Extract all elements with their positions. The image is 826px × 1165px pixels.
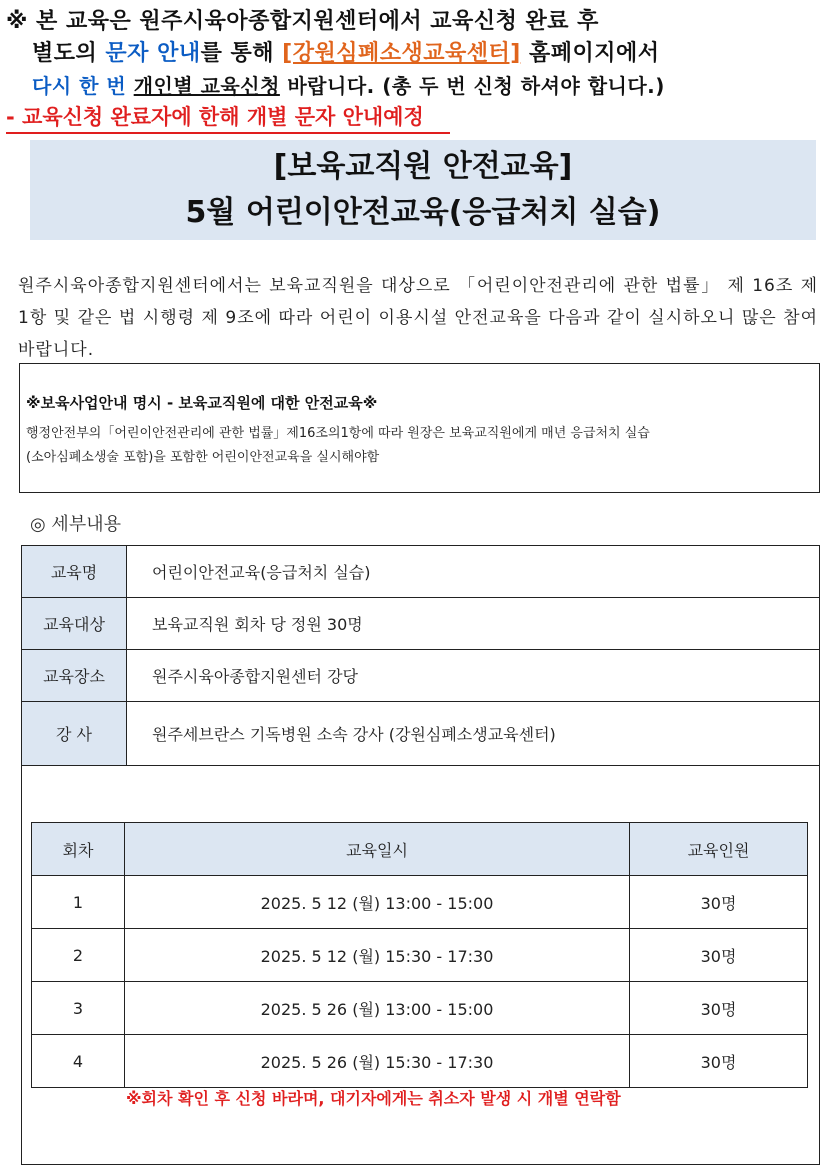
notice-line-1: ※ 본 교육은 원주시육아종합지원센터에서 교육신청 완료 후 [6, 9, 599, 34]
info-line-1: 행정안전부의「어린이안전관리에 관한 법률」제16조의1항에 따라 원장은 보육교직원에게 매년 응급처치 실습 [26, 426, 650, 441]
details-value: 원주세브란스 기독병원 소속 강사 (강원심폐소생교육센터) [152, 725, 556, 744]
info-box [19, 363, 820, 493]
notice-text: 별도의 [32, 41, 106, 66]
individual-apply-highlight: 개인별 교육신청 [133, 74, 280, 98]
notice-text [126, 74, 133, 98]
sms-notice-highlight: 문자 안내 [105, 41, 201, 66]
details-label: 강 사 [22, 702, 127, 765]
details-row [22, 546, 819, 598]
title-line-1: [보육교직원 안전교육] [273, 149, 573, 184]
session-datetime: 2025. 5 26 (월) 15:30 - 17:30 [125, 1035, 630, 1088]
header-datetime: 교육일시 [125, 823, 630, 876]
details-row [22, 650, 819, 702]
session-datetime: 2025. 5 12 (월) 15:30 - 17:30 [125, 929, 630, 982]
details-value: 어린이안전교육(응급처치 실습) [152, 563, 371, 582]
footnote: ※회차 확인 후 신청 바라며, 대기자에게는 취소자 발생 시 개별 연락함 [126, 1089, 621, 1108]
session-number: 4 [32, 1035, 125, 1088]
table-row [32, 1035, 808, 1088]
info-title: ※보육사업안내 명시 - 보육교직원에 대한 안전교육※ [26, 394, 378, 412]
section-title: ◎ 세부내용 [30, 514, 121, 535]
details-value: 보육교직원 회차 당 정원 30명 [152, 615, 363, 634]
notice-line-3 [6, 70, 820, 102]
session-capacity: 30명 [630, 982, 808, 1035]
session-capacity: 30명 [630, 929, 808, 982]
details-label: 교육명 [22, 546, 127, 597]
intro-paragraph: 원주시육아종합지원센터에서는 보육교직원을 대상으로 「어린이안전관리에 관한 법률」 제 16조 제1항 및 같은 법 시행령 제 9조에 따라 어린이 이용시설 안전교육을 다음과 같이 실시하오니 많은 참여 바랍니다. [18, 276, 818, 360]
notice-block [6, 6, 820, 134]
session-capacity: 30명 [630, 1035, 808, 1088]
title-box [30, 140, 816, 240]
notice-text: 를 통해 [200, 41, 283, 66]
details-row [22, 702, 819, 766]
session-capacity: 30명 [630, 876, 808, 929]
session-datetime: 2025. 5 26 (월) 13:00 - 15:00 [125, 982, 630, 1035]
session-number: 2 [32, 929, 125, 982]
details-value: 원주시육아종합지원센터 강당 [152, 667, 359, 686]
table-row [32, 929, 808, 982]
header-capacity: 교육인원 [630, 823, 808, 876]
notice-text: 홈페이지에서 [520, 41, 660, 66]
details-label: 교육대상 [22, 598, 127, 649]
table-row [32, 876, 808, 929]
table-row [32, 982, 808, 1035]
once-more-highlight: 다시 한 번 [32, 74, 127, 98]
info-line-2: (소아심폐소생술 포함)을 포함한 어린이안전교육을 실시해야함 [26, 450, 380, 465]
details-label: 교육장소 [22, 650, 127, 701]
schedule-table [31, 822, 808, 1088]
details-row [22, 598, 819, 650]
schedule-header-row [32, 823, 808, 876]
session-number: 3 [32, 982, 125, 1035]
session-number: 1 [32, 876, 125, 929]
notice-line-2 [6, 38, 820, 70]
notice-line-4: - 교육신청 완료자에 한해 개별 문자 안내예정 [6, 102, 450, 134]
notice-text: 바랍니다. (총 두 번 신청 하셔야 합니다.) [279, 74, 665, 98]
cpr-center-highlight: [강원심폐소생교육센터] [282, 41, 521, 66]
session-datetime: 2025. 5 12 (월) 13:00 - 15:00 [125, 876, 630, 929]
title-line-2: 5월 어린이안전교육(응급처치 실습) [185, 195, 661, 230]
header-session: 회차 [32, 823, 125, 876]
